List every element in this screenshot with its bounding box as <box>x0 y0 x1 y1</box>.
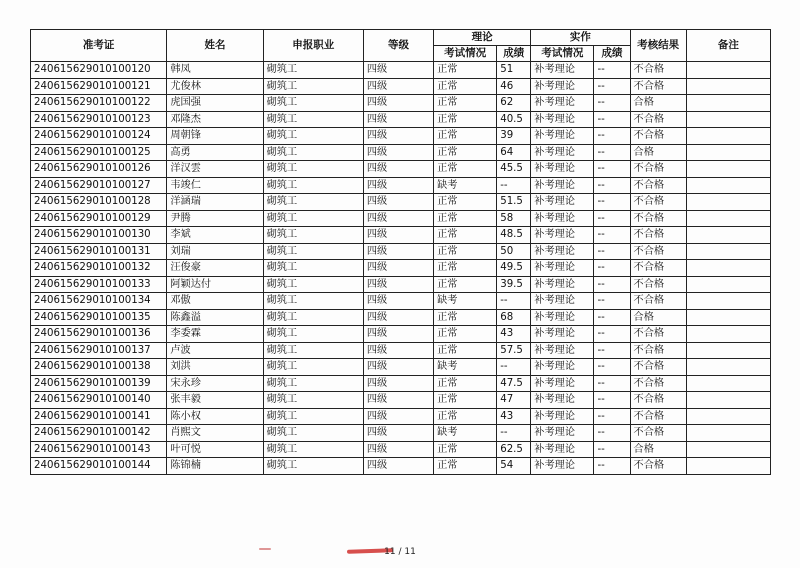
cell-practice-status: 补考理论 <box>531 177 594 194</box>
cell-name: 陈小权 <box>167 408 263 425</box>
cell-theory-status: 正常 <box>434 392 497 409</box>
cell-result: 不合格 <box>630 293 686 310</box>
cell-practice-status: 补考理论 <box>531 95 594 112</box>
cell-theory-status: 正常 <box>434 309 497 326</box>
cell-practice-score: -- <box>594 326 630 343</box>
cell-theory-score: 49.5 <box>497 260 531 277</box>
cell-remark <box>686 458 770 475</box>
cell-theory-status: 正常 <box>434 128 497 145</box>
header-id: 准考证 <box>31 30 167 62</box>
cell-occupation: 砌筑工 <box>263 210 363 227</box>
cell-result: 不合格 <box>630 177 686 194</box>
header-practice-status: 考试情况 <box>531 46 594 62</box>
cell-theory-status: 正常 <box>434 441 497 458</box>
header-level: 等级 <box>363 30 433 62</box>
cell-name: 李斌 <box>167 227 263 244</box>
cell-remark <box>686 78 770 95</box>
cell-name: 高勇 <box>167 144 263 161</box>
cell-theory-score: 62.5 <box>497 441 531 458</box>
cell-theory-status: 正常 <box>434 276 497 293</box>
cell-remark <box>686 293 770 310</box>
cell-level: 四级 <box>363 161 433 178</box>
cell-occupation: 砌筑工 <box>263 342 363 359</box>
cell-result: 不合格 <box>630 392 686 409</box>
cell-id: 240615629010100131 <box>31 243 167 260</box>
cell-level: 四级 <box>363 144 433 161</box>
cell-theory-score: 45.5 <box>497 161 531 178</box>
cell-result: 不合格 <box>630 194 686 211</box>
cell-practice-score: -- <box>594 441 630 458</box>
cell-theory-score: 43 <box>497 326 531 343</box>
cell-id: 240615629010100134 <box>31 293 167 310</box>
cell-result: 不合格 <box>630 210 686 227</box>
cell-remark <box>686 342 770 359</box>
cell-remark <box>686 408 770 425</box>
cell-id: 240615629010100138 <box>31 359 167 376</box>
cell-result: 不合格 <box>630 326 686 343</box>
cell-occupation: 砌筑工 <box>263 441 363 458</box>
header-name: 姓名 <box>167 30 263 62</box>
cell-name: 宋永珍 <box>167 375 263 392</box>
cell-result: 不合格 <box>630 260 686 277</box>
cell-id: 240615629010100142 <box>31 425 167 442</box>
cell-practice-score: -- <box>594 95 630 112</box>
table-row <box>31 425 771 442</box>
cell-theory-status: 正常 <box>434 260 497 277</box>
cell-practice-score: -- <box>594 458 630 475</box>
cell-practice-status: 补考理论 <box>531 458 594 475</box>
cell-practice-score: -- <box>594 194 630 211</box>
cell-result: 不合格 <box>630 161 686 178</box>
cell-practice-score: -- <box>594 161 630 178</box>
table-row <box>31 309 771 326</box>
cell-remark <box>686 276 770 293</box>
cell-id: 240615629010100144 <box>31 458 167 475</box>
cell-remark <box>686 441 770 458</box>
cell-name: 刘瑞 <box>167 243 263 260</box>
cell-result: 不合格 <box>630 425 686 442</box>
cell-level: 四级 <box>363 78 433 95</box>
cell-theory-status: 缺考 <box>434 359 497 376</box>
cell-remark <box>686 210 770 227</box>
cell-theory-status: 正常 <box>434 243 497 260</box>
cell-practice-score: -- <box>594 342 630 359</box>
cell-name: 洋涵瑞 <box>167 194 263 211</box>
cell-id: 240615629010100140 <box>31 392 167 409</box>
cell-practice-score: -- <box>594 62 630 79</box>
table-body <box>31 62 771 475</box>
cell-theory-status: 正常 <box>434 144 497 161</box>
cell-name: 韦竣仁 <box>167 177 263 194</box>
table-row <box>31 161 771 178</box>
cell-theory-status: 正常 <box>434 95 497 112</box>
cell-remark <box>686 326 770 343</box>
cell-name: 周朝锋 <box>167 128 263 145</box>
cell-name: 张丰毅 <box>167 392 263 409</box>
cell-practice-score: -- <box>594 111 630 128</box>
cell-occupation: 砌筑工 <box>263 260 363 277</box>
cell-id: 240615629010100130 <box>31 227 167 244</box>
cell-id: 240615629010100129 <box>31 210 167 227</box>
cell-occupation: 砌筑工 <box>263 95 363 112</box>
cell-remark <box>686 95 770 112</box>
cell-id: 240615629010100132 <box>31 260 167 277</box>
cell-theory-status: 正常 <box>434 78 497 95</box>
cell-theory-status: 正常 <box>434 111 497 128</box>
page-number: 11 / 11 <box>384 547 416 557</box>
cell-theory-score: -- <box>497 177 531 194</box>
cell-name: 刘洪 <box>167 359 263 376</box>
cell-name: 邓隆杰 <box>167 111 263 128</box>
cell-level: 四级 <box>363 326 433 343</box>
table-row <box>31 441 771 458</box>
cell-level: 四级 <box>363 293 433 310</box>
cell-practice-score: -- <box>594 276 630 293</box>
cell-level: 四级 <box>363 359 433 376</box>
cell-level: 四级 <box>363 276 433 293</box>
cell-practice-status: 补考理论 <box>531 342 594 359</box>
cell-practice-status: 补考理论 <box>531 441 594 458</box>
cell-id: 240615629010100133 <box>31 276 167 293</box>
cell-level: 四级 <box>363 95 433 112</box>
cell-practice-score: -- <box>594 177 630 194</box>
header-occupation: 申报职业 <box>263 30 363 62</box>
cell-level: 四级 <box>363 458 433 475</box>
table-row <box>31 62 771 79</box>
cell-name: 尤俊林 <box>167 78 263 95</box>
cell-theory-score: 48.5 <box>497 227 531 244</box>
cell-practice-status: 补考理论 <box>531 144 594 161</box>
header-practice-score: 成绩 <box>594 46 630 62</box>
cell-occupation: 砌筑工 <box>263 326 363 343</box>
cell-result: 不合格 <box>630 408 686 425</box>
table-row <box>31 194 771 211</box>
cell-practice-score: -- <box>594 227 630 244</box>
cell-id: 240615629010100128 <box>31 194 167 211</box>
table-row <box>31 144 771 161</box>
cell-occupation: 砌筑工 <box>263 177 363 194</box>
cell-occupation: 砌筑工 <box>263 293 363 310</box>
cell-theory-status: 缺考 <box>434 425 497 442</box>
cell-name: 韩凤 <box>167 62 263 79</box>
table-row <box>31 392 771 409</box>
cell-level: 四级 <box>363 128 433 145</box>
cell-occupation: 砌筑工 <box>263 128 363 145</box>
cell-level: 四级 <box>363 309 433 326</box>
cell-theory-score: 43 <box>497 408 531 425</box>
cell-occupation: 砌筑工 <box>263 62 363 79</box>
cell-practice-status: 补考理论 <box>531 78 594 95</box>
cell-result: 不合格 <box>630 128 686 145</box>
cell-practice-score: -- <box>594 128 630 145</box>
table-row <box>31 326 771 343</box>
cell-id: 240615629010100135 <box>31 309 167 326</box>
cell-result: 不合格 <box>630 78 686 95</box>
cell-occupation: 砌筑工 <box>263 161 363 178</box>
cell-result: 不合格 <box>630 375 686 392</box>
cell-name: 邓傲 <box>167 293 263 310</box>
cell-theory-score: 68 <box>497 309 531 326</box>
cell-remark <box>686 144 770 161</box>
cell-level: 四级 <box>363 62 433 79</box>
cell-id: 240615629010100123 <box>31 111 167 128</box>
cell-practice-status: 补考理论 <box>531 243 594 260</box>
table-row <box>31 227 771 244</box>
cell-level: 四级 <box>363 194 433 211</box>
cell-practice-score: -- <box>594 144 630 161</box>
cell-practice-status: 补考理论 <box>531 309 594 326</box>
cell-result: 合格 <box>630 309 686 326</box>
table-row <box>31 78 771 95</box>
cell-practice-status: 补考理论 <box>531 161 594 178</box>
cell-practice-status: 补考理论 <box>531 194 594 211</box>
cell-practice-score: -- <box>594 359 630 376</box>
cell-remark <box>686 359 770 376</box>
cell-remark <box>686 177 770 194</box>
cell-theory-status: 缺考 <box>434 177 497 194</box>
cell-name: 汪俊豪 <box>167 260 263 277</box>
cell-practice-status: 补考理论 <box>531 227 594 244</box>
cell-result: 不合格 <box>630 359 686 376</box>
table-row <box>31 128 771 145</box>
cell-id: 240615629010100136 <box>31 326 167 343</box>
cell-practice-status: 补考理论 <box>531 293 594 310</box>
cell-theory-score: 46 <box>497 78 531 95</box>
cell-practice-status: 补考理论 <box>531 326 594 343</box>
cell-practice-score: -- <box>594 375 630 392</box>
cell-theory-status: 正常 <box>434 458 497 475</box>
cell-result: 合格 <box>630 144 686 161</box>
table-row <box>31 210 771 227</box>
cell-theory-score: -- <box>497 359 531 376</box>
cell-theory-status: 正常 <box>434 227 497 244</box>
cell-name: 卢波 <box>167 342 263 359</box>
cell-practice-score: -- <box>594 293 630 310</box>
cell-level: 四级 <box>363 177 433 194</box>
cell-theory-score: 47.5 <box>497 375 531 392</box>
cell-practice-score: -- <box>594 260 630 277</box>
cell-theory-score: 54 <box>497 458 531 475</box>
cell-occupation: 砌筑工 <box>263 111 363 128</box>
cell-practice-status: 补考理论 <box>531 128 594 145</box>
cell-practice-status: 补考理论 <box>531 359 594 376</box>
cell-practice-status: 补考理论 <box>531 210 594 227</box>
cell-practice-score: -- <box>594 408 630 425</box>
cell-id: 240615629010100139 <box>31 375 167 392</box>
header-remark: 备注 <box>686 30 770 62</box>
cell-theory-score: 64 <box>497 144 531 161</box>
cell-level: 四级 <box>363 425 433 442</box>
table-row <box>31 359 771 376</box>
cell-id: 240615629010100126 <box>31 161 167 178</box>
cell-name: 尹腾 <box>167 210 263 227</box>
cell-level: 四级 <box>363 260 433 277</box>
cell-practice-score: -- <box>594 210 630 227</box>
cell-occupation: 砌筑工 <box>263 359 363 376</box>
cell-practice-status: 补考理论 <box>531 408 594 425</box>
cell-theory-score: 51.5 <box>497 194 531 211</box>
cell-occupation: 砌筑工 <box>263 276 363 293</box>
cell-result: 合格 <box>630 95 686 112</box>
cell-occupation: 砌筑工 <box>263 144 363 161</box>
cell-id: 240615629010100137 <box>31 342 167 359</box>
cell-id: 240615629010100141 <box>31 408 167 425</box>
table-row <box>31 111 771 128</box>
cell-level: 四级 <box>363 111 433 128</box>
cell-remark <box>686 375 770 392</box>
table-row <box>31 95 771 112</box>
table-row <box>31 458 771 475</box>
cell-practice-status: 补考理论 <box>531 375 594 392</box>
table-header <box>31 30 771 62</box>
cell-practice-score: -- <box>594 243 630 260</box>
cell-theory-status: 正常 <box>434 375 497 392</box>
cell-level: 四级 <box>363 342 433 359</box>
cell-theory-score: 47 <box>497 392 531 409</box>
cell-remark <box>686 194 770 211</box>
cell-name: 阿颖达付 <box>167 276 263 293</box>
cell-occupation: 砌筑工 <box>263 425 363 442</box>
cell-occupation: 砌筑工 <box>263 408 363 425</box>
cell-id: 240615629010100127 <box>31 177 167 194</box>
cell-theory-score: 50 <box>497 243 531 260</box>
cell-practice-score: -- <box>594 392 630 409</box>
cell-theory-status: 正常 <box>434 342 497 359</box>
cell-practice-status: 补考理论 <box>531 276 594 293</box>
cell-practice-status: 补考理论 <box>531 392 594 409</box>
cell-id: 240615629010100120 <box>31 62 167 79</box>
cell-level: 四级 <box>363 392 433 409</box>
cell-remark <box>686 128 770 145</box>
header-theory: 理论 <box>434 30 531 46</box>
cell-occupation: 砌筑工 <box>263 392 363 409</box>
cell-occupation: 砌筑工 <box>263 458 363 475</box>
header-practice: 实作 <box>531 30 630 46</box>
cell-remark <box>686 111 770 128</box>
cell-id: 240615629010100143 <box>31 441 167 458</box>
cell-level: 四级 <box>363 375 433 392</box>
header-theory-score: 成绩 <box>497 46 531 62</box>
cell-remark <box>686 309 770 326</box>
cell-remark <box>686 243 770 260</box>
cell-theory-status: 正常 <box>434 326 497 343</box>
cell-result: 合格 <box>630 441 686 458</box>
cell-theory-score: -- <box>497 425 531 442</box>
cell-theory-score: 58 <box>497 210 531 227</box>
table-row <box>31 260 771 277</box>
page-footer <box>0 547 800 557</box>
cell-remark <box>686 62 770 79</box>
cell-name: 虎国强 <box>167 95 263 112</box>
cell-remark <box>686 425 770 442</box>
cell-result: 不合格 <box>630 276 686 293</box>
cell-level: 四级 <box>363 243 433 260</box>
cell-remark <box>686 260 770 277</box>
table-row <box>31 177 771 194</box>
cell-occupation: 砌筑工 <box>263 78 363 95</box>
header-result: 考核结果 <box>630 30 686 62</box>
cell-id: 240615629010100121 <box>31 78 167 95</box>
table-row <box>31 342 771 359</box>
table-row <box>31 243 771 260</box>
cell-level: 四级 <box>363 227 433 244</box>
cell-result: 不合格 <box>630 243 686 260</box>
cell-remark <box>686 161 770 178</box>
cell-theory-status: 缺考 <box>434 293 497 310</box>
cell-theory-status: 正常 <box>434 194 497 211</box>
cell-result: 不合格 <box>630 62 686 79</box>
cell-name: 叶可悦 <box>167 441 263 458</box>
cell-practice-score: -- <box>594 78 630 95</box>
cell-theory-status: 正常 <box>434 161 497 178</box>
table-row <box>31 276 771 293</box>
cell-theory-score: 51 <box>497 62 531 79</box>
cell-theory-status: 正常 <box>434 408 497 425</box>
cell-theory-status: 正常 <box>434 62 497 79</box>
cell-result: 不合格 <box>630 227 686 244</box>
cell-practice-status: 补考理论 <box>531 425 594 442</box>
cell-practice-status: 补考理论 <box>531 111 594 128</box>
cell-occupation: 砌筑工 <box>263 194 363 211</box>
cell-remark <box>686 227 770 244</box>
cell-id: 240615629010100124 <box>31 128 167 145</box>
cell-id: 240615629010100125 <box>31 144 167 161</box>
cell-result: 不合格 <box>630 458 686 475</box>
cell-name: 李委霖 <box>167 326 263 343</box>
cell-level: 四级 <box>363 441 433 458</box>
results-table <box>30 29 771 475</box>
cell-practice-status: 补考理论 <box>531 260 594 277</box>
cell-name: 陈鑫溢 <box>167 309 263 326</box>
cell-theory-score: -- <box>497 293 531 310</box>
table-row <box>31 375 771 392</box>
cell-theory-score: 39.5 <box>497 276 531 293</box>
cell-occupation: 砌筑工 <box>263 375 363 392</box>
cell-theory-score: 39 <box>497 128 531 145</box>
cell-remark <box>686 392 770 409</box>
cell-name: 肖熙文 <box>167 425 263 442</box>
table-row <box>31 408 771 425</box>
cell-occupation: 砌筑工 <box>263 243 363 260</box>
cell-occupation: 砌筑工 <box>263 309 363 326</box>
cell-id: 240615629010100122 <box>31 95 167 112</box>
cell-theory-status: 正常 <box>434 210 497 227</box>
cell-level: 四级 <box>363 408 433 425</box>
cell-name: 洋汉雲 <box>167 161 263 178</box>
cell-theory-score: 57.5 <box>497 342 531 359</box>
cell-occupation: 砌筑工 <box>263 227 363 244</box>
cell-theory-score: 40.5 <box>497 111 531 128</box>
cell-theory-score: 62 <box>497 95 531 112</box>
cell-name: 陈锦楠 <box>167 458 263 475</box>
table-row <box>31 293 771 310</box>
cell-practice-status: 补考理论 <box>531 62 594 79</box>
cell-level: 四级 <box>363 210 433 227</box>
header-theory-status: 考试情况 <box>434 46 497 62</box>
cell-result: 不合格 <box>630 111 686 128</box>
cell-result: 不合格 <box>630 342 686 359</box>
cell-practice-score: -- <box>594 309 630 326</box>
cell-practice-score: -- <box>594 425 630 442</box>
